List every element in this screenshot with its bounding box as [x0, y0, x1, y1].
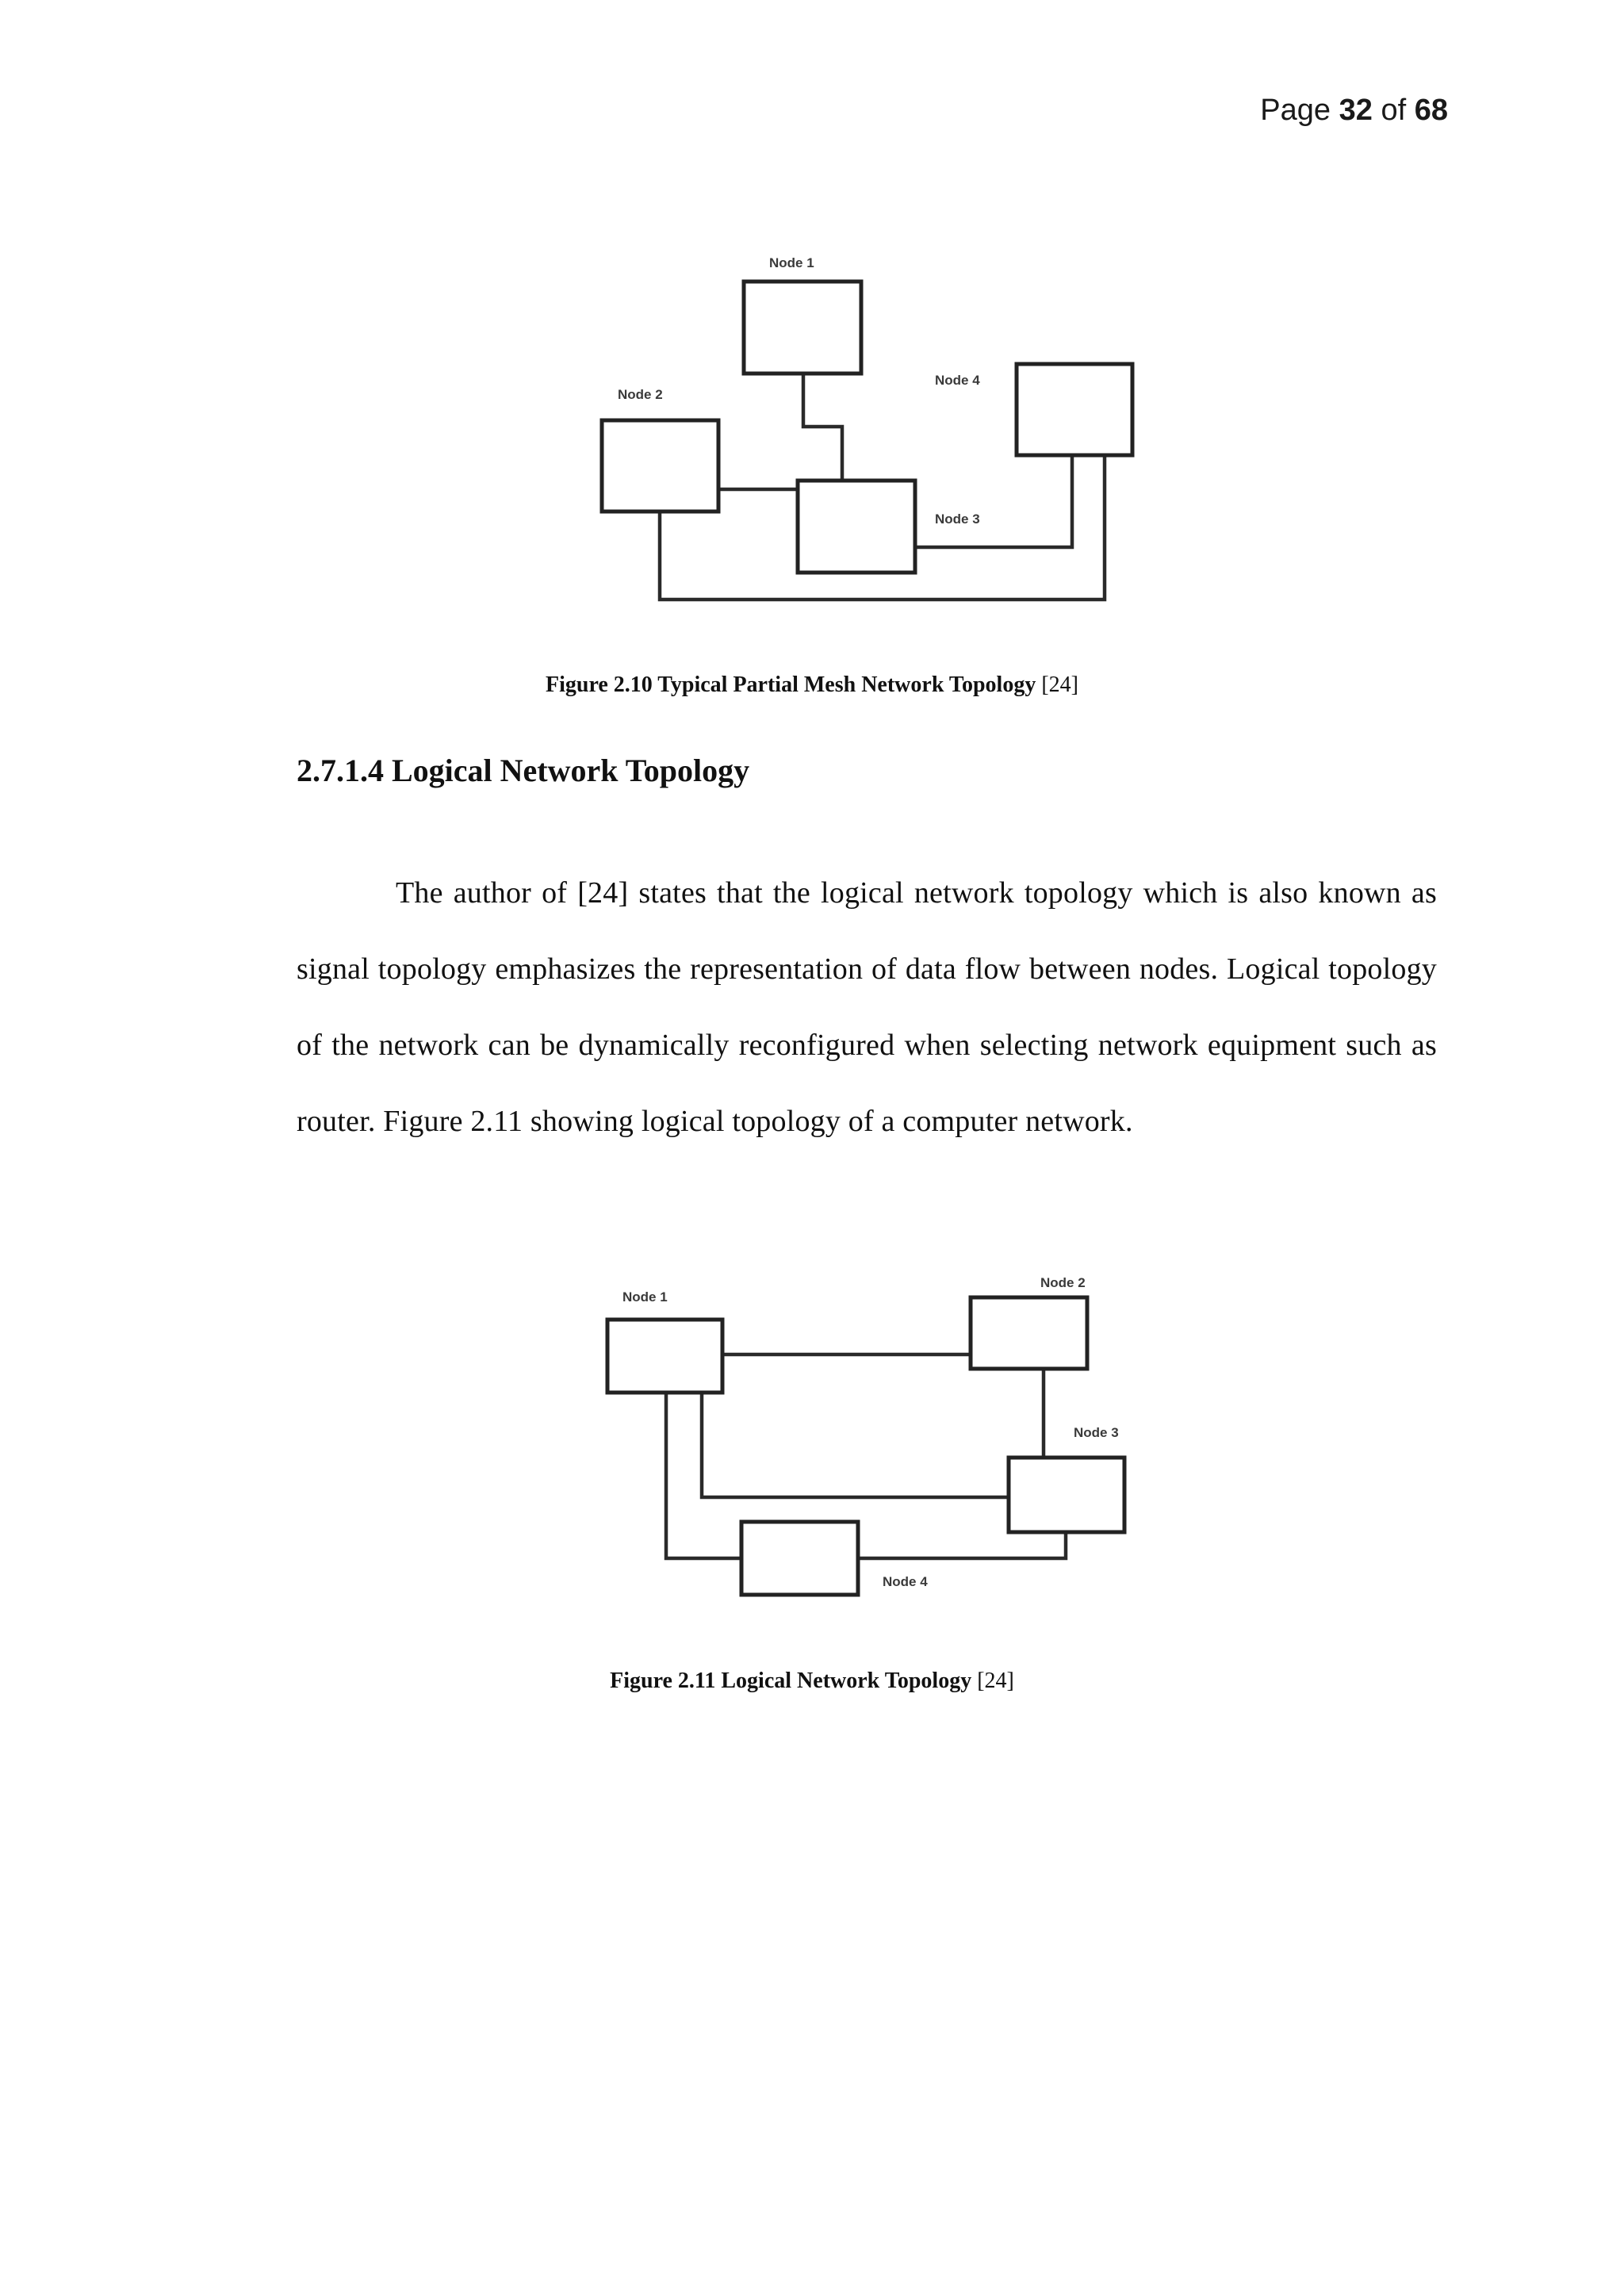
- node-3-box: [1009, 1458, 1124, 1532]
- page-prefix: Page: [1260, 94, 1331, 127]
- section-heading: 2.7.1.4 Logical Network Topology: [297, 753, 750, 788]
- figure-2-11-caption-title: Figure 2.11 Logical Network Topology: [610, 1669, 972, 1693]
- node-4-label: Node 4: [935, 373, 980, 388]
- body-paragraph: The author of [24] states that the logical network topology which is also known as signal topology emphasizes the representation of data flow between nodes. Logical topology of the network can be dynamically reconfigured when selecting network equipment such as router. Figure 2.11 showing logical topology of a computer network.: [297, 876, 1437, 1138]
- node-3-label: Node 3: [1074, 1425, 1119, 1440]
- link-node1-node3: [803, 374, 842, 481]
- node-2-box: [971, 1297, 1087, 1369]
- figure-2-11-caption: [0, 1669, 1624, 1694]
- link-node4-node3: [858, 1532, 1066, 1558]
- node-4-box: [741, 1522, 858, 1595]
- node-1-box: [607, 1320, 722, 1393]
- node-2-label: Node 2: [618, 387, 663, 402]
- node-4-label: Node 4: [883, 1574, 928, 1589]
- total-pages: 68: [1414, 94, 1448, 127]
- node-4-box: [1017, 364, 1132, 455]
- node-1-box: [744, 282, 861, 374]
- node-1-label: Node 1: [769, 255, 814, 270]
- figure-2-11-caption-ref: [24]: [977, 1669, 1014, 1693]
- page-separator: of: [1381, 94, 1407, 127]
- partial-mesh-diagram: [0, 238, 1624, 619]
- current-page: 32: [1339, 94, 1373, 127]
- link-node1-node3: [702, 1393, 1009, 1497]
- node-3-box: [798, 481, 915, 573]
- node-2-label: Node 2: [1040, 1275, 1086, 1290]
- node-3-label: Node 3: [935, 511, 980, 527]
- page-number: [1260, 94, 1448, 128]
- node-2-box: [602, 420, 718, 511]
- link-node3-node4: [915, 455, 1072, 547]
- figure-2-10-caption-title: Figure 2.10 Typical Partial Mesh Network Topology: [546, 672, 1036, 697]
- figure-2-10-caption: [0, 672, 1624, 698]
- figure-2-10-caption-ref: [24]: [1041, 672, 1078, 697]
- node-1-label: Node 1: [622, 1289, 668, 1305]
- link-node1-node4: [666, 1393, 741, 1558]
- logical-topology-diagram: [0, 1261, 1624, 1634]
